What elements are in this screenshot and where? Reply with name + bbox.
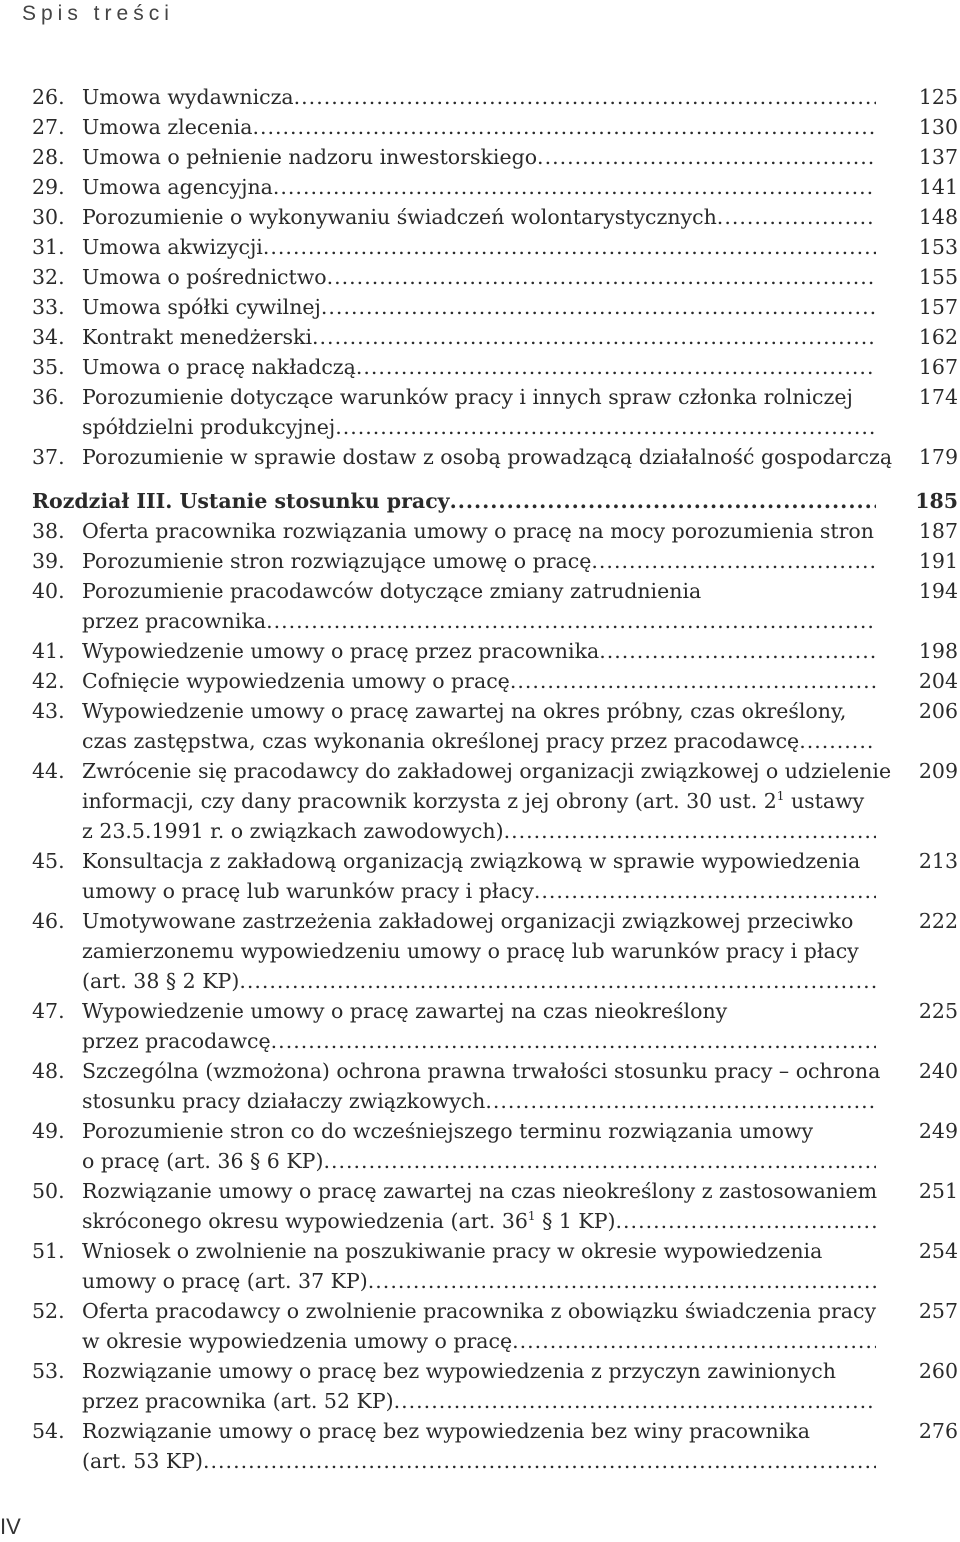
entry-title-last: przez pracodawcę: [82, 1029, 271, 1053]
entry-title-line: Wypowiedzenie umowy o pracę zawartej na okres próbny, czas określony,: [82, 699, 847, 723]
entry-title-last: o pracę (art. 36 § 6 KP): [82, 1149, 324, 1173]
entry-title-last: Umowa o pełnienie nadzoru inwestorskiego: [82, 145, 538, 169]
dot-leader: [394, 1386, 876, 1416]
entry-body: [82, 232, 876, 262]
entry-title-last: umowy o pracę (art. 37 KP): [82, 1269, 368, 1293]
entry-number: 26.: [32, 85, 65, 109]
entry-last-line: [82, 636, 876, 666]
entry-title-last: Porozumienie stron rozwiązujące umowę o pracę: [82, 549, 592, 573]
toc-entry[interactable]: [32, 636, 958, 666]
entry-page-number: 204: [918, 669, 958, 693]
toc-entry[interactable]: [32, 1236, 958, 1296]
dot-leader: [450, 486, 876, 516]
dot-leader: [271, 1026, 876, 1056]
entry-number: 37.: [32, 445, 65, 469]
entry-title-line: zamierzonemu wypowiedzeniu umowy o pracę lub warunków pracy i płacy: [82, 939, 859, 963]
entry-body: [82, 82, 876, 112]
entry-body: [82, 696, 876, 756]
entry-body: [82, 142, 876, 172]
page-number-footer: IV: [0, 1514, 21, 1539]
entry-last-line: [82, 1086, 876, 1116]
entry-number: 46.: [32, 909, 65, 933]
entry-title-last: (art. 38 § 2 KP): [82, 969, 240, 993]
toc-entry[interactable]: [32, 172, 958, 202]
entry-body: [82, 546, 876, 576]
dot-leader: [616, 1206, 876, 1236]
entry-title-last: Umowa o pracę nakładczą: [82, 355, 356, 379]
entry-last-line: [82, 1386, 876, 1416]
entry-number: 51.: [32, 1239, 65, 1263]
entry-title-last: w okresie wypowiedzenia umowy o pracę: [82, 1329, 513, 1353]
entry-page-number: 137: [918, 145, 958, 169]
chapter-page-number: 185: [915, 489, 958, 513]
toc-entry[interactable]: [32, 696, 958, 756]
entry-page-number: 249: [918, 1119, 958, 1143]
dot-leader: [591, 546, 876, 576]
entry-title-last: Wypowiedzenie umowy o pracę przez pracownika: [82, 639, 600, 663]
toc-entry[interactable]: [32, 352, 958, 382]
entry-body: [82, 1176, 876, 1236]
entry-title-line: Wniosek o zwolnienie na poszukiwanie pracy w okresie wypowiedzenia: [82, 1239, 823, 1263]
toc-entry[interactable]: [32, 322, 958, 352]
toc-entry[interactable]: [32, 1416, 958, 1476]
entry-last-line: [82, 352, 876, 382]
entry-number: 50.: [32, 1179, 65, 1203]
entry-body: [82, 516, 876, 546]
dot-leader: [321, 292, 876, 322]
toc-entries-group-b: [32, 516, 958, 1476]
entry-title-line: Zwrócenie się pracodawcy do zakładowej organizacji związkowej o udzielenie: [82, 759, 892, 783]
entry-title-line: Porozumienie dotyczące warunków pracy i innych spraw członka rolniczej: [82, 385, 853, 409]
entry-title-line: Rozwiązanie umowy o pracę bez wypowiedzenia z przyczyn zawinionych: [82, 1359, 836, 1383]
toc-entry[interactable]: [32, 1176, 958, 1236]
entry-last-line: [82, 516, 876, 546]
toc-entry[interactable]: [32, 996, 958, 1056]
toc-entry[interactable]: [32, 1056, 958, 1116]
entry-last-line: [82, 112, 876, 142]
entry-body: [82, 996, 876, 1056]
section-spacer: [32, 472, 958, 486]
toc-chapter-heading[interactable]: [32, 486, 958, 516]
dot-leader: [327, 262, 876, 292]
entry-title-last: (art. 53 KP): [82, 1449, 203, 1473]
entry-page-number: 179: [918, 445, 958, 469]
entry-page-number: 157: [918, 295, 958, 319]
entry-page-number: 257: [918, 1299, 958, 1323]
entry-title-line: Rozwiązanie umowy o pracę zawartej na czas nieokreślony z zastosowaniem: [82, 1179, 878, 1203]
toc-entry[interactable]: [32, 142, 958, 172]
entry-page-number: 148: [918, 205, 958, 229]
toc-entry[interactable]: [32, 756, 958, 846]
entry-title-last: Oferta pracownika rozwiązania umowy o pracę na mocy porozumienia stron: [82, 519, 874, 543]
dot-leader: [534, 876, 876, 906]
dot-leader: [512, 1326, 876, 1356]
entry-page-number: 187: [918, 519, 958, 543]
entry-last-line: [82, 202, 876, 232]
entry-page-number: 240: [918, 1059, 958, 1083]
entry-title-line: informacji, czy dany pracownik korzysta z jej obrony (art. 30 ust. $2^1$ ustawy: [82, 789, 865, 813]
entry-title-line: Porozumienie pracodawców dotyczące zmiany zatrudnienia: [82, 579, 702, 603]
entry-title-last: Porozumienie w sprawie dostaw z osobą prowadzącą działalność gospodarczą: [82, 445, 893, 469]
entry-title-line: Wypowiedzenie umowy o pracę zawartej na czas nieokreślony: [82, 999, 728, 1023]
entry-last-line: [82, 1326, 876, 1356]
entry-last-line: [82, 1446, 876, 1476]
entry-title-last: Umowa zlecenia: [82, 115, 253, 139]
entry-title-last: Umowa o pośrednictwo: [82, 265, 327, 289]
entry-number: 42.: [32, 669, 65, 693]
entry-number: 33.: [32, 295, 65, 319]
entry-number: 43.: [32, 699, 65, 723]
entry-title-last: skróconego okresu wypowiedzenia (art. $36^1$ § 1 KP): [82, 1209, 616, 1233]
entry-page-number: 141: [918, 175, 958, 199]
entry-title-last: stosunku pracy działaczy związkowych: [82, 1089, 486, 1113]
dot-leader: [537, 142, 876, 172]
entry-page-number: 213: [918, 849, 958, 873]
entry-last-line: [82, 1266, 876, 1296]
entry-body: [82, 202, 876, 232]
entry-number: 29.: [32, 175, 65, 199]
entry-title-last: przez pracownika: [82, 609, 267, 633]
entry-body: [82, 1356, 876, 1416]
entry-number: 39.: [32, 549, 65, 573]
entry-number: 44.: [32, 759, 65, 783]
entry-number: 27.: [32, 115, 65, 139]
entry-body: [82, 666, 876, 696]
entry-title-last: Kontrakt menedżerski: [82, 325, 313, 349]
dot-leader: [239, 966, 876, 996]
entry-number: 30.: [32, 205, 65, 229]
dot-leader: [599, 636, 876, 666]
entry-body: [82, 352, 876, 382]
dot-leader: [799, 726, 876, 756]
entry-page-number: 167: [918, 355, 958, 379]
toc-entry[interactable]: [32, 112, 958, 142]
entry-body: [82, 382, 876, 442]
entry-body: [82, 846, 876, 906]
dot-leader: [368, 1266, 876, 1296]
entry-title-last: umowy o pracę lub warunków pracy i płacy: [82, 879, 534, 903]
toc-entry[interactable]: [32, 1116, 958, 1176]
entry-page-number: 225: [918, 999, 958, 1023]
entry-body: [82, 1416, 876, 1476]
toc-entry[interactable]: [32, 516, 958, 546]
entry-last-line: [82, 142, 876, 172]
chapter-title: Rozdział III. Ustanie stosunku pracy: [32, 489, 450, 513]
entry-last-line: [82, 1146, 876, 1176]
entry-number: 52.: [32, 1299, 65, 1323]
entry-title-line: Szczególna (wzmożona) ochrona prawna trwałości stosunku pracy – ochrona: [82, 1059, 881, 1083]
entry-body: [82, 636, 876, 666]
dot-leader: [504, 816, 876, 846]
toc-entry[interactable]: [32, 442, 958, 472]
entry-title-last: Umowa agencyjna: [82, 175, 273, 199]
entry-title-line: Umotywowane zastrzeżenia zakładowej organizacji związkowej przeciwko: [82, 909, 854, 933]
toc-entry[interactable]: [32, 262, 958, 292]
toc-entry[interactable]: [32, 576, 958, 636]
entry-title-last: spółdzielni produkcyjnej: [82, 415, 336, 439]
toc-entry[interactable]: [32, 82, 958, 112]
entry-page-number: 209: [918, 759, 958, 783]
chapter-line: [32, 486, 876, 516]
dot-leader: [294, 82, 876, 112]
entry-number: 38.: [32, 519, 65, 543]
entry-last-line: [82, 322, 876, 352]
entry-page-number: 153: [918, 235, 958, 259]
entry-last-line: [82, 606, 876, 636]
toc-entry[interactable]: [32, 382, 958, 442]
entry-number: 36.: [32, 385, 65, 409]
entry-page-number: 254: [918, 1239, 958, 1263]
entry-number: 45.: [32, 849, 65, 873]
entry-page-number: 174: [918, 385, 958, 409]
entry-last-line: [82, 82, 876, 112]
entry-page-number: 194: [918, 579, 958, 603]
toc-entry[interactable]: [32, 846, 958, 906]
entry-body: [82, 1236, 876, 1296]
entry-body: [82, 112, 876, 142]
entry-page-number: 222: [918, 909, 958, 933]
entry-title-line: Konsultacja z zakładową organizacją związkową w sprawie wypowiedzenia: [82, 849, 861, 873]
toc-entry[interactable]: [32, 906, 958, 996]
entry-number: 53.: [32, 1359, 65, 1383]
entry-page-number: 125: [918, 85, 958, 109]
dot-leader: [323, 1146, 876, 1176]
entry-title-line: Rozwiązanie umowy o pracę bez wypowiedzenia bez winy pracownika: [82, 1419, 810, 1443]
entry-number: 48.: [32, 1059, 65, 1083]
entry-number: 47.: [32, 999, 65, 1023]
entry-number: 54.: [32, 1419, 65, 1443]
toc-entry[interactable]: [32, 546, 958, 576]
entry-number: 28.: [32, 145, 65, 169]
toc-entry[interactable]: [32, 232, 958, 262]
entry-title-last: Porozumienie o wykonywaniu świadczeń wolontarystycznych: [82, 205, 717, 229]
dot-leader: [510, 666, 876, 696]
entry-page-number: 130: [918, 115, 958, 139]
entry-number: 41.: [32, 639, 65, 663]
dot-leader: [263, 232, 876, 262]
dot-leader: [356, 352, 876, 382]
dot-leader: [273, 172, 876, 202]
entry-title-last: przez pracownika (art. 52 KP): [82, 1389, 394, 1413]
entry-page-number: 251: [918, 1179, 958, 1203]
dot-leader: [335, 412, 876, 442]
entry-body: [82, 906, 876, 996]
entry-last-line: [82, 172, 876, 202]
entry-body: [82, 292, 876, 322]
running-header: Spis treści: [22, 2, 174, 25]
entry-title-line: Porozumienie stron co do wcześniejszego terminu rozwiązania umowy: [82, 1119, 814, 1143]
entry-last-line: [82, 292, 876, 322]
entry-title-last: z 23.5.1991 r. o związkach zawodowych): [82, 819, 504, 843]
entry-page-number: 198: [918, 639, 958, 663]
toc-entry[interactable]: [32, 1356, 958, 1416]
entry-last-line: [82, 262, 876, 292]
entry-last-line: [82, 816, 876, 846]
entry-title-last: Umowa wydawnicza: [82, 85, 294, 109]
entry-body: [82, 442, 893, 472]
entry-title-last: Umowa spółki cywilnej: [82, 295, 321, 319]
entry-body: [82, 1296, 876, 1356]
entry-page-number: 260: [918, 1359, 958, 1383]
table-of-contents: [32, 82, 958, 1476]
entry-last-line: [82, 546, 876, 576]
entry-page-number: 276: [918, 1419, 958, 1443]
entry-last-line: [82, 412, 876, 442]
entry-last-line: [82, 726, 876, 756]
entry-last-line: [82, 1026, 876, 1056]
entry-body: [82, 172, 876, 202]
entry-number: 32.: [32, 265, 65, 289]
entry-number: 34.: [32, 325, 65, 349]
entry-number: 49.: [32, 1119, 65, 1143]
dot-leader: [717, 202, 876, 232]
entry-last-line: [82, 232, 876, 262]
entry-number: 35.: [32, 355, 65, 379]
entry-title-last: Cofnięcie wypowiedzenia umowy o pracę: [82, 669, 510, 693]
entry-body: [82, 756, 892, 846]
toc-entry[interactable]: [32, 1296, 958, 1356]
entry-number: 40.: [32, 579, 65, 603]
entry-last-line: [82, 1206, 876, 1236]
dot-leader: [312, 322, 876, 352]
entry-number: 31.: [32, 235, 65, 259]
entry-body: [82, 262, 876, 292]
dot-leader: [485, 1086, 876, 1116]
entry-last-line: [82, 876, 876, 906]
entry-body: [82, 1116, 876, 1176]
toc-entry[interactable]: [32, 666, 958, 696]
entry-last-line: [82, 442, 893, 472]
entry-body: [82, 576, 876, 636]
entry-title-last: czas zastępstwa, czas wykonania określonej pracy przez pracodawcę: [82, 729, 800, 753]
entry-title-last: Umowa akwizycji: [82, 235, 263, 259]
entry-page-number: 162: [918, 325, 958, 349]
dot-leader: [266, 606, 876, 636]
toc-entries-group-a: [32, 82, 958, 472]
entry-body: [82, 1056, 881, 1116]
entry-last-line: [82, 666, 876, 696]
entry-page-number: 191: [918, 549, 958, 573]
chapter-body: [32, 486, 876, 516]
toc-entry[interactable]: [32, 202, 958, 232]
entry-title-line: Oferta pracodawcy o zwolnienie pracownika z obowiązku świadczenia pracy: [82, 1299, 877, 1323]
entry-last-line: [82, 966, 876, 996]
dot-leader: [252, 112, 876, 142]
dot-leader: [203, 1446, 876, 1476]
entry-page-number: 155: [918, 265, 958, 289]
entry-page-number: 206: [918, 699, 958, 723]
entry-body: [82, 322, 876, 352]
toc-entry[interactable]: [32, 292, 958, 322]
